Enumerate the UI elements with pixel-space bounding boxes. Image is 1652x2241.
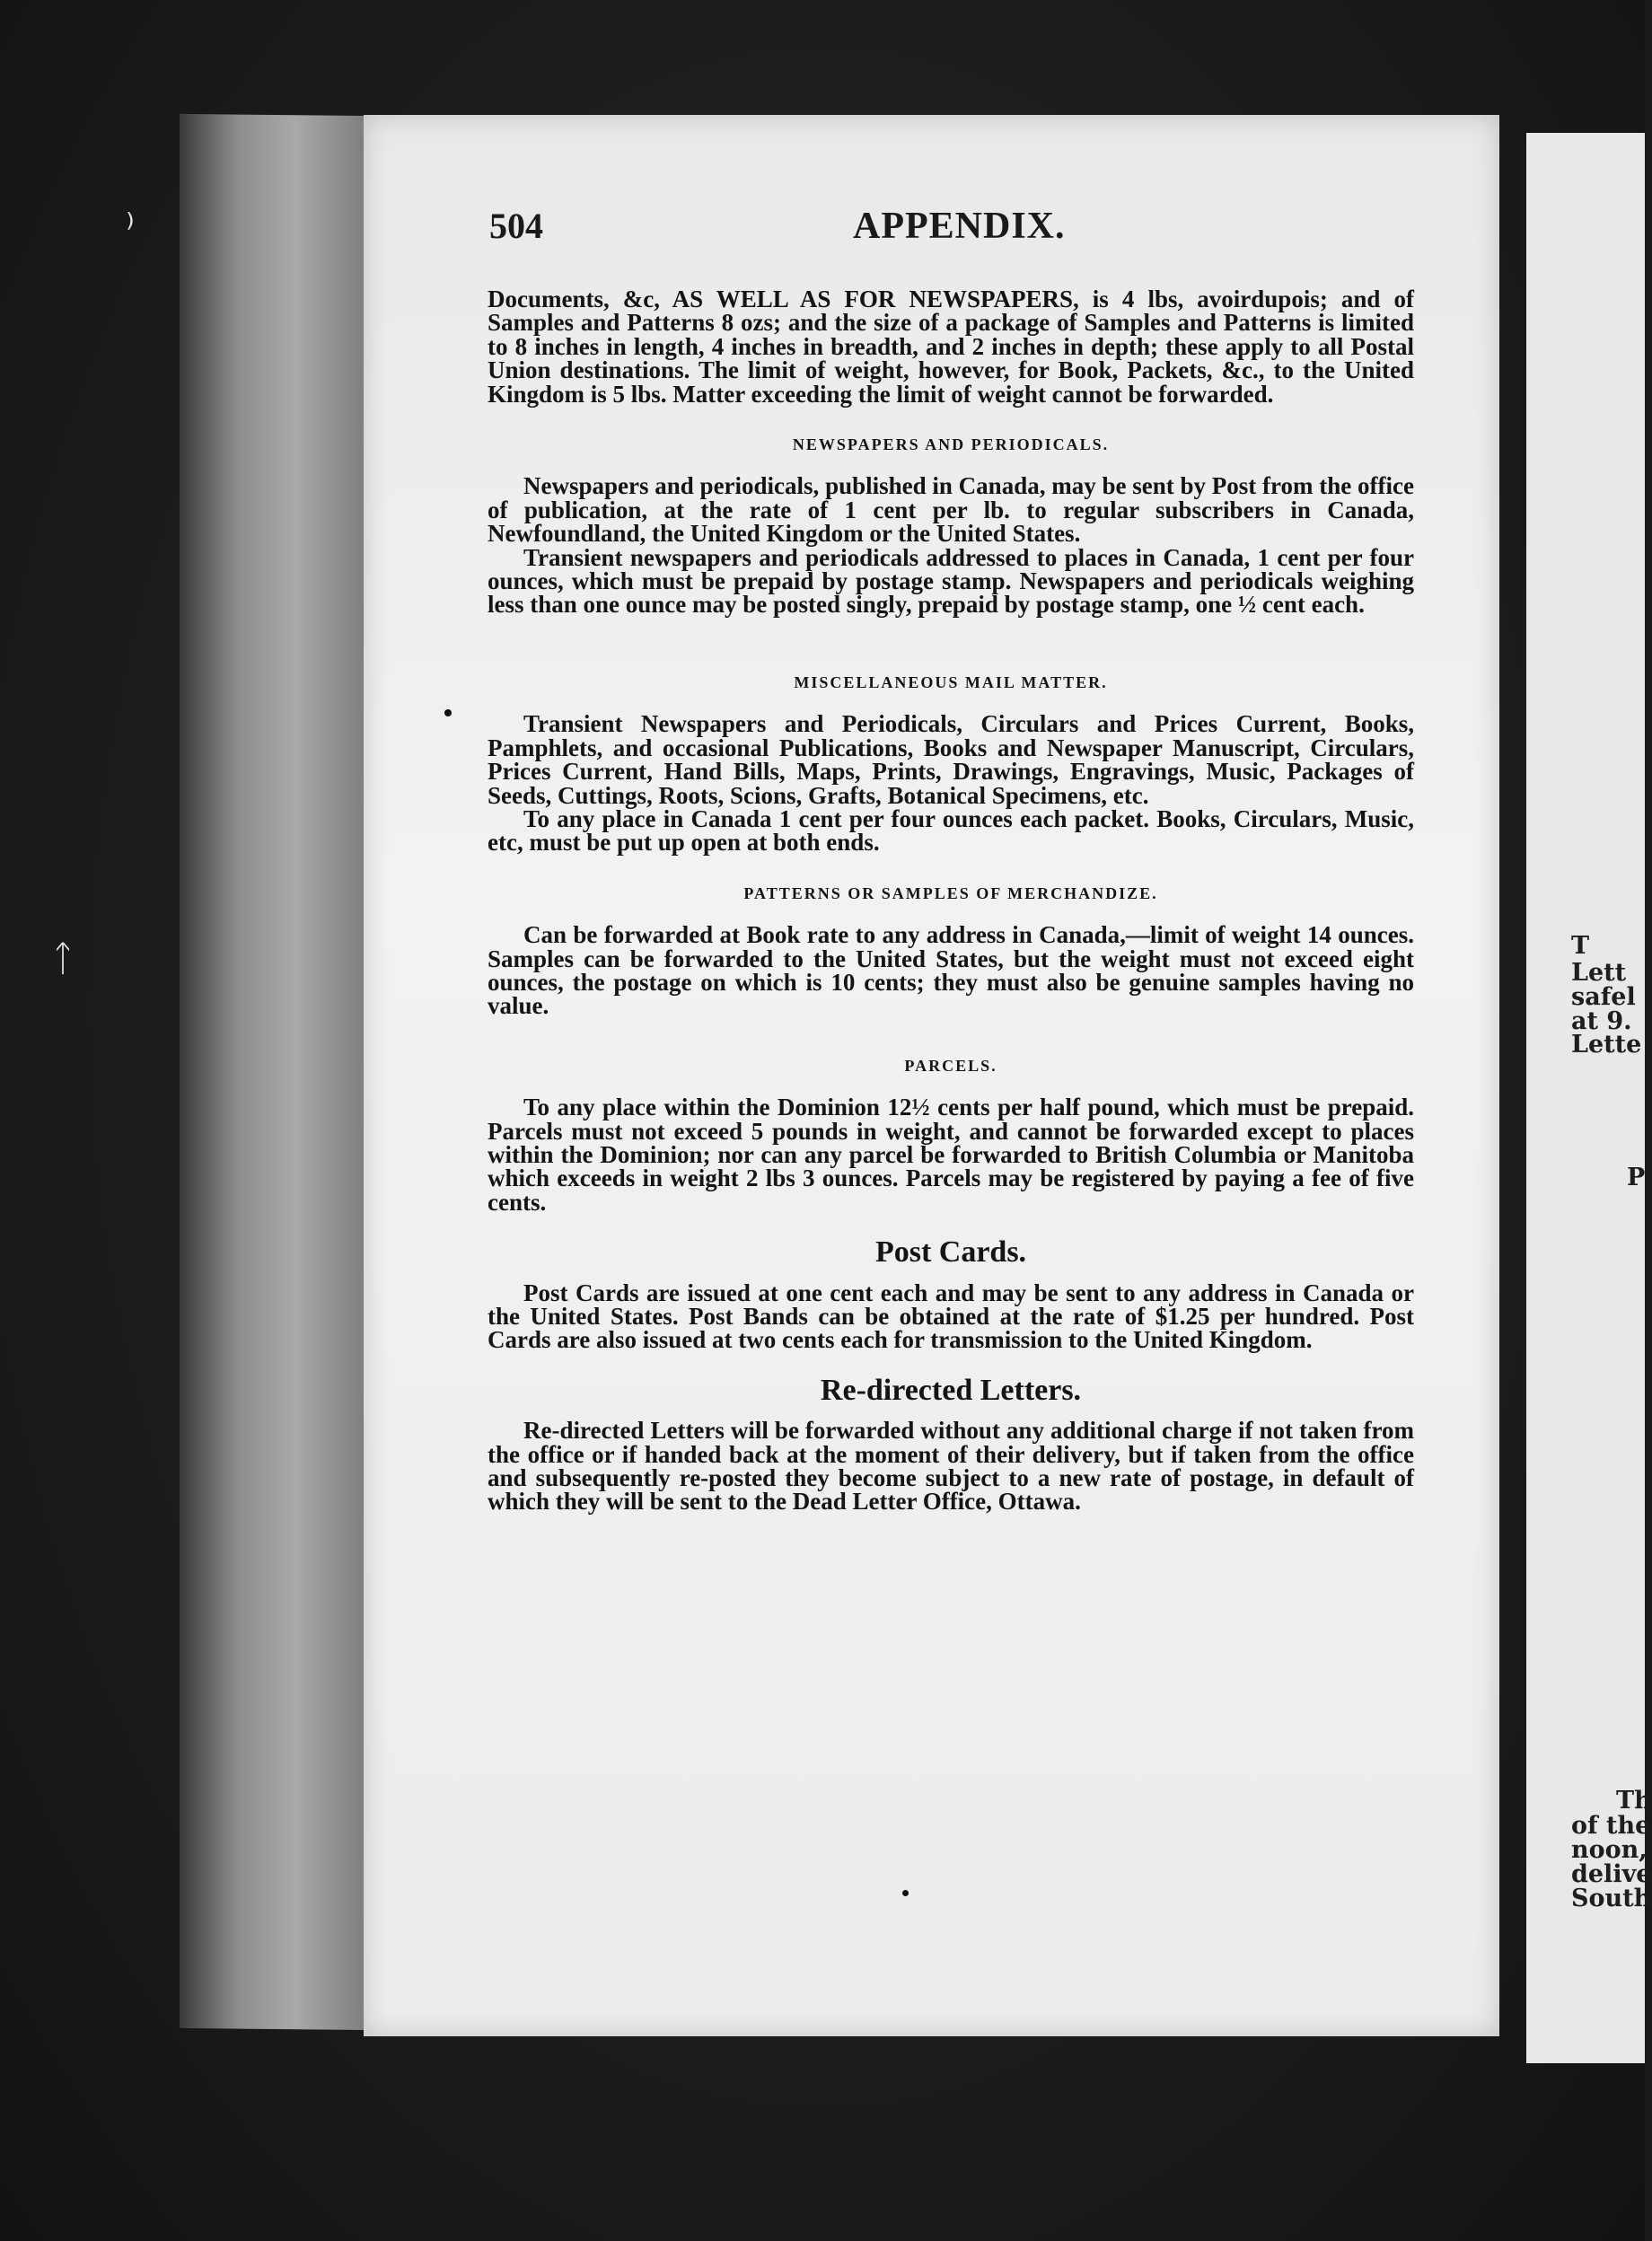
facing-line: T (1571, 932, 1590, 960)
book-page (364, 115, 1499, 2036)
patterns-paragraph: Can be forwarded at Book rate to any address in Canada,—limit of weight 14 ounces. Samples can be forwarded to the United States, but the weight must not exceed eight ounces, the postage on which is 10 cents; they must also be genuine samples having no value. (488, 921, 1414, 1020)
newspapers-paragraph: Newspapers and periodicals, published in Canada, may be sent by Post from the office of publication, at the rate of 1 cent per lb. to regular subscribers in Canada, Newfoundland, the United Kingdom or the United States. (488, 472, 1414, 548)
patterns-heading: PATTERNS OR SAMPLES OF MERCHANDIZE. (743, 883, 1158, 902)
scan-mark: ⁾ (126, 207, 135, 248)
facing-line: noon, (1571, 1836, 1648, 1864)
miscellaneous-paragraph: Transient Newspapers and Periodicals, Circulars and Prices Current, Books, Pamphlets, and occasional Publications, Books and Newspaper Manuscript, Circulars, Prices Current, Hand Bills, Maps, Prints, Drawings, Engravings, Music, Packages of Seeds, Cuttings, Roots, Scions, Grafts, Botanical Specimens, etc. (488, 710, 1414, 809)
facing-line: Lette (1571, 1031, 1642, 1059)
intro-paragraph: Documents, &c, AS WELL AS FOR NEWSPAPERS, is 4 lbs, avoirdupois; and of Samples and Patterns 8 ozs; and the size of a package of Samples and Patterns is limited to 8 inches in length, 4 inches in breadth, and 2 inches in depth; these apply to all Postal Union destinations. The limit of weight, however, for Book, Packets, &c., to the United Kingdom is 5 lbs. Matter exceeding the limit of weight cannot be forwarded. (488, 286, 1414, 408)
redirected-letters-heading: Re-directed Letters. (820, 1373, 1082, 1407)
scan-mark: ᛏ (52, 938, 74, 980)
post-cards-paragraph: Post Cards are issued at one cent each and may be sent to any address in Canada or the United States. Post Bands can be obtained at the rate of $1.25 per hundred. Post Cards are also issued at two cents each for transmission to the United Kingdom. (488, 1279, 1414, 1354)
facing-line: P (1627, 1164, 1646, 1191)
facing-line: safel (1571, 983, 1636, 1011)
page-edge (180, 114, 373, 2030)
newspapers-heading: NEWSPAPERS AND PERIODICALS. (792, 435, 1110, 454)
scan-speck (444, 709, 452, 716)
parcels-paragraph: To any place within the Dominion 12½ cents per half pound, which must be prepaid. Parcels must not exceed 5 pounds in weight, and cannot be forwarded except to places within the Dominion; nor can any parcel be forwarded to British Columbia or Manitoba which exceeds in weight 2 lbs 3 ounces. Parcels may be registered by paying a fee of five cents. (488, 1094, 1414, 1216)
page-header (489, 205, 1387, 250)
parcels-heading: PARCELS. (904, 1056, 997, 1075)
newspapers-paragraph: Transient newspapers and periodicals addressed to places in Canada, 1 cent per four ounces, which must be prepaid by postage stamp. Newspapers and periodicals weighing less than one ounce may be posted singly, prepaid by postage stamp, one ½ cent each. (488, 543, 1414, 619)
facing-line: of the (1571, 1812, 1651, 1840)
page-text (488, 287, 1414, 1514)
facing-line: Th (1616, 1787, 1652, 1815)
facing-page (1526, 133, 1652, 2063)
facing-line: South (1571, 1885, 1652, 1912)
facing-line: at 9. (1571, 1007, 1632, 1035)
miscellaneous-heading: MISCELLANEOUS MAIL MATTER. (794, 672, 1108, 691)
page-number: 504 (489, 206, 543, 246)
miscellaneous-paragraph: To any place in Canada 1 cent per four ounces each packet. Books, Circulars, Music, etc, must be put up open at both ends. (488, 804, 1414, 857)
scan-speck (902, 1890, 909, 1896)
facing-line: Lett (1571, 959, 1627, 987)
redirected-letters-paragraph: Re-directed Letters will be forwarded without any additional charge if not taken from the office or if handed back at the moment of their delivery, but if taken from the office and subsequently re-posted they become subject to a new rate of postage, in default of which they will be sent to the Dead Letter Office, Ottawa. (488, 1417, 1414, 1516)
post-cards-heading: Post Cards. (874, 1235, 1027, 1270)
running-head: APPENDIX. (853, 206, 1066, 247)
facing-line: delive (1571, 1860, 1652, 1888)
